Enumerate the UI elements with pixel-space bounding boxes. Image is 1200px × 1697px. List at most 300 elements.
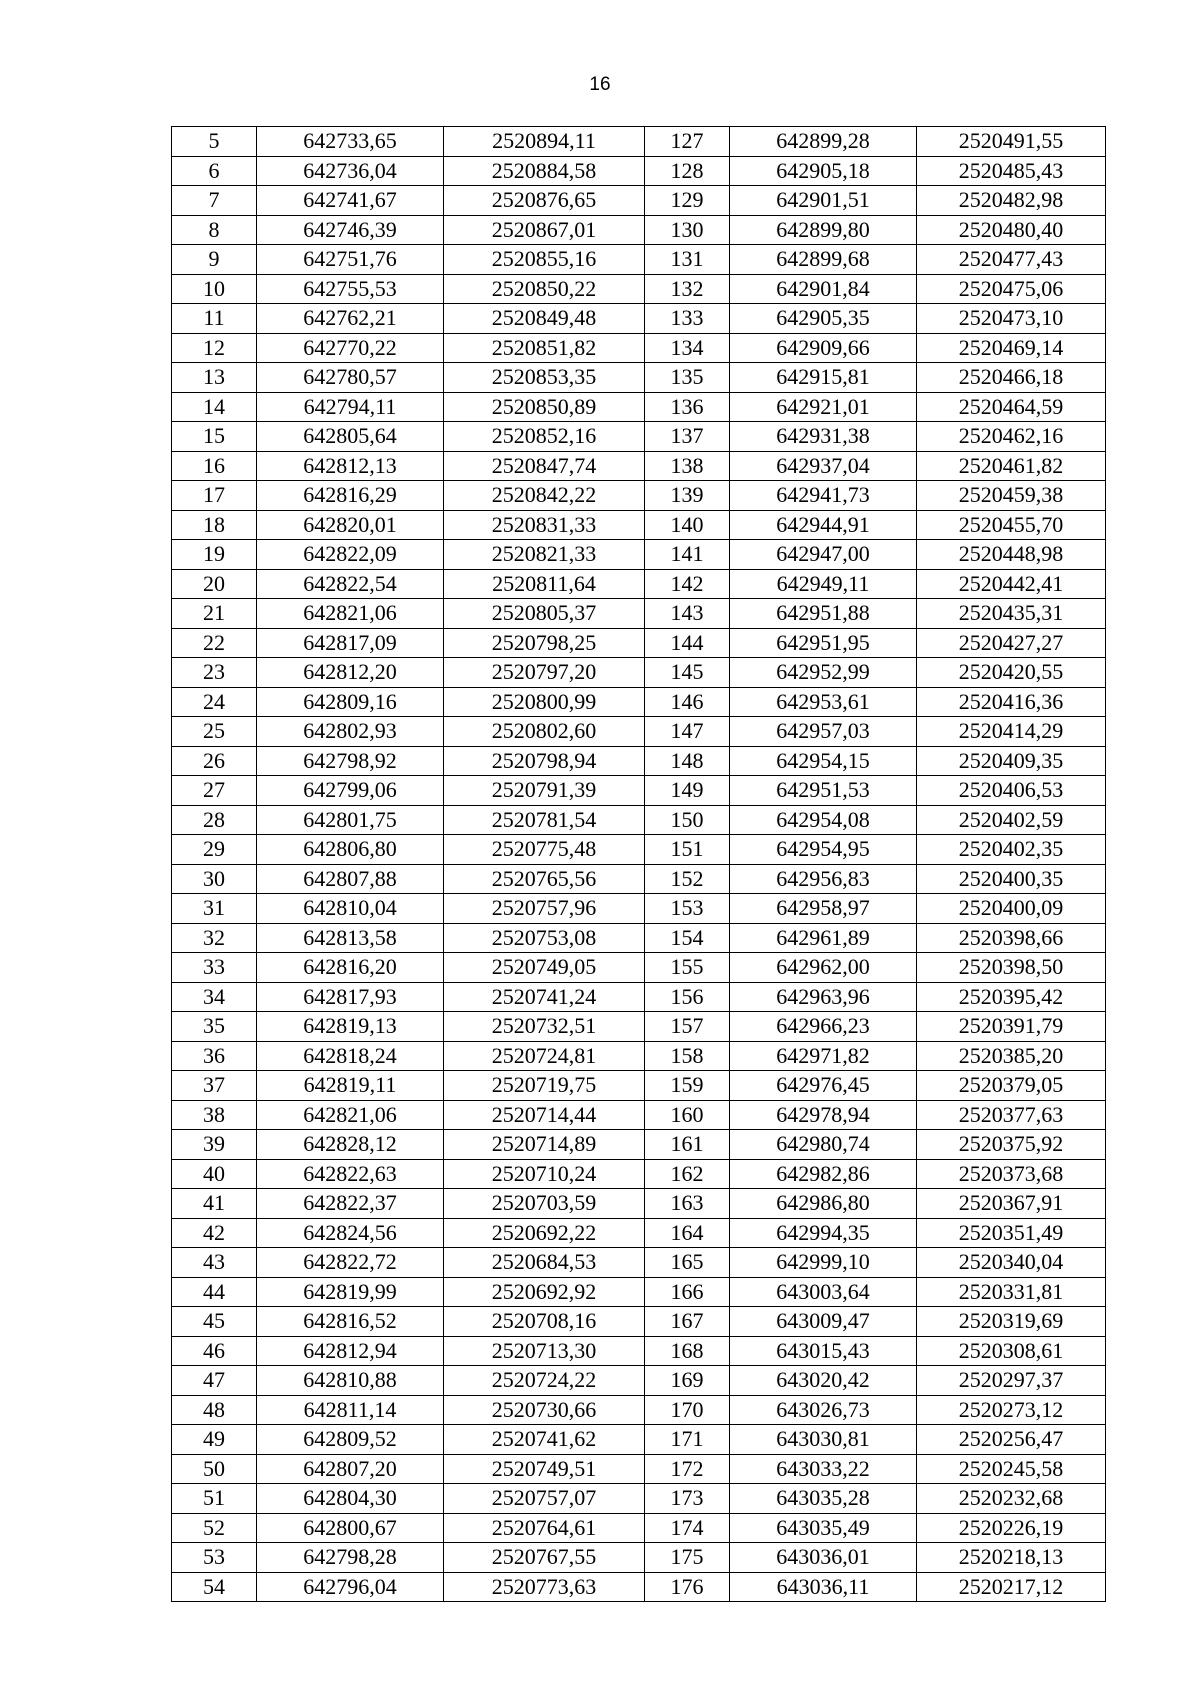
table-row — [172, 1218, 1106, 1248]
point-number-cell: 158 — [645, 1041, 730, 1071]
x-coordinate-cell: 642947,00 — [730, 540, 917, 570]
y-coordinate-cell: 2520741,62 — [444, 1425, 645, 1455]
y-coordinate-cell: 2520805,37 — [444, 599, 645, 629]
table-row — [172, 776, 1106, 806]
x-coordinate-cell: 642812,20 — [257, 658, 444, 688]
point-number-cell: 152 — [645, 864, 730, 894]
point-number-cell: 162 — [645, 1159, 730, 1189]
point-number-cell: 150 — [645, 805, 730, 835]
table-row — [172, 894, 1106, 924]
y-coordinate-cell: 2520692,92 — [444, 1277, 645, 1307]
point-number-cell: 14 — [172, 392, 257, 422]
table-row — [172, 687, 1106, 717]
table-row — [172, 274, 1106, 304]
point-number-cell: 40 — [172, 1159, 257, 1189]
x-coordinate-cell: 642905,35 — [730, 304, 917, 334]
point-number-cell: 28 — [172, 805, 257, 835]
table-row — [172, 1425, 1106, 1455]
y-coordinate-cell: 2520331,81 — [917, 1277, 1106, 1307]
point-number-cell: 15 — [172, 422, 257, 452]
y-coordinate-cell: 2520757,96 — [444, 894, 645, 924]
y-coordinate-cell: 2520791,39 — [444, 776, 645, 806]
x-coordinate-cell: 642810,88 — [257, 1366, 444, 1396]
point-number-cell: 31 — [172, 894, 257, 924]
table-row — [172, 923, 1106, 953]
point-number-cell: 20 — [172, 569, 257, 599]
table-row — [172, 746, 1106, 776]
x-coordinate-cell: 642951,53 — [730, 776, 917, 806]
point-number-cell: 41 — [172, 1189, 257, 1219]
point-number-cell: 139 — [645, 481, 730, 511]
point-number-cell: 154 — [645, 923, 730, 953]
x-coordinate-cell: 642949,11 — [730, 569, 917, 599]
point-number-cell: 25 — [172, 717, 257, 747]
point-number-cell: 10 — [172, 274, 257, 304]
point-number-cell: 170 — [645, 1395, 730, 1425]
x-coordinate-cell: 643036,11 — [730, 1572, 917, 1602]
x-coordinate-cell: 642807,88 — [257, 864, 444, 894]
y-coordinate-cell: 2520375,92 — [917, 1130, 1106, 1160]
y-coordinate-cell: 2520719,75 — [444, 1071, 645, 1101]
point-number-cell: 146 — [645, 687, 730, 717]
x-coordinate-cell: 643036,01 — [730, 1543, 917, 1573]
table-row — [172, 599, 1106, 629]
y-coordinate-cell: 2520781,54 — [444, 805, 645, 835]
x-coordinate-cell: 642800,67 — [257, 1513, 444, 1543]
point-number-cell: 39 — [172, 1130, 257, 1160]
table-row — [172, 1071, 1106, 1101]
y-coordinate-cell: 2520377,63 — [917, 1100, 1106, 1130]
point-number-cell: 157 — [645, 1012, 730, 1042]
point-number-cell: 155 — [645, 953, 730, 983]
table-row — [172, 1336, 1106, 1366]
point-number-cell: 127 — [645, 127, 730, 157]
point-number-cell: 49 — [172, 1425, 257, 1455]
point-number-cell: 128 — [645, 156, 730, 186]
table-row — [172, 982, 1106, 1012]
table-row — [172, 1366, 1106, 1396]
point-number-cell: 6 — [172, 156, 257, 186]
table-row — [172, 481, 1106, 511]
table-row — [172, 628, 1106, 658]
table-row — [172, 805, 1106, 835]
table-row — [172, 1100, 1106, 1130]
x-coordinate-cell: 642770,22 — [257, 333, 444, 363]
y-coordinate-cell: 2520851,82 — [444, 333, 645, 363]
x-coordinate-cell: 642899,68 — [730, 245, 917, 275]
x-coordinate-cell: 642966,23 — [730, 1012, 917, 1042]
y-coordinate-cell: 2520414,29 — [917, 717, 1106, 747]
x-coordinate-cell: 643035,28 — [730, 1484, 917, 1514]
x-coordinate-cell: 642962,00 — [730, 953, 917, 983]
table-row — [172, 451, 1106, 481]
x-coordinate-cell: 642816,20 — [257, 953, 444, 983]
x-coordinate-cell: 642931,38 — [730, 422, 917, 452]
point-number-cell: 168 — [645, 1336, 730, 1366]
x-coordinate-cell: 642816,29 — [257, 481, 444, 511]
coordinates-table — [171, 126, 1106, 1602]
x-coordinate-cell: 642819,99 — [257, 1277, 444, 1307]
y-coordinate-cell: 2520798,25 — [444, 628, 645, 658]
x-coordinate-cell: 642820,01 — [257, 510, 444, 540]
y-coordinate-cell: 2520749,05 — [444, 953, 645, 983]
point-number-cell: 22 — [172, 628, 257, 658]
point-number-cell: 53 — [172, 1543, 257, 1573]
x-coordinate-cell: 642951,95 — [730, 628, 917, 658]
point-number-cell: 132 — [645, 274, 730, 304]
point-number-cell: 148 — [645, 746, 730, 776]
point-number-cell: 153 — [645, 894, 730, 924]
y-coordinate-cell: 2520884,58 — [444, 156, 645, 186]
y-coordinate-cell: 2520710,24 — [444, 1159, 645, 1189]
table-row — [172, 1248, 1106, 1278]
table-row — [172, 1484, 1106, 1514]
y-coordinate-cell: 2520732,51 — [444, 1012, 645, 1042]
y-coordinate-cell: 2520373,68 — [917, 1159, 1106, 1189]
page-number: 16 — [589, 74, 611, 95]
x-coordinate-cell: 642953,61 — [730, 687, 917, 717]
x-coordinate-cell: 643026,73 — [730, 1395, 917, 1425]
x-coordinate-cell: 642986,80 — [730, 1189, 917, 1219]
x-coordinate-cell: 642921,01 — [730, 392, 917, 422]
y-coordinate-cell: 2520894,11 — [444, 127, 645, 157]
point-number-cell: 175 — [645, 1543, 730, 1573]
y-coordinate-cell: 2520308,61 — [917, 1336, 1106, 1366]
point-number-cell: 43 — [172, 1248, 257, 1278]
y-coordinate-cell: 2520245,58 — [917, 1454, 1106, 1484]
x-coordinate-cell: 642809,52 — [257, 1425, 444, 1455]
x-coordinate-cell: 642741,67 — [257, 186, 444, 216]
y-coordinate-cell: 2520455,70 — [917, 510, 1106, 540]
y-coordinate-cell: 2520427,27 — [917, 628, 1106, 658]
table-row — [172, 422, 1106, 452]
x-coordinate-cell: 642963,96 — [730, 982, 917, 1012]
table-row — [172, 127, 1106, 157]
x-coordinate-cell: 642822,09 — [257, 540, 444, 570]
point-number-cell: 163 — [645, 1189, 730, 1219]
point-number-cell: 29 — [172, 835, 257, 865]
x-coordinate-cell: 642901,51 — [730, 186, 917, 216]
x-coordinate-cell: 643003,64 — [730, 1277, 917, 1307]
y-coordinate-cell: 2520764,61 — [444, 1513, 645, 1543]
point-number-cell: 165 — [645, 1248, 730, 1278]
table-row — [172, 569, 1106, 599]
point-number-cell: 11 — [172, 304, 257, 334]
y-coordinate-cell: 2520435,31 — [917, 599, 1106, 629]
y-coordinate-cell: 2520400,09 — [917, 894, 1106, 924]
point-number-cell: 130 — [645, 215, 730, 245]
x-coordinate-cell: 642961,89 — [730, 923, 917, 953]
x-coordinate-cell: 642971,82 — [730, 1041, 917, 1071]
y-coordinate-cell: 2520800,99 — [444, 687, 645, 717]
y-coordinate-cell: 2520367,91 — [917, 1189, 1106, 1219]
x-coordinate-cell: 642899,80 — [730, 215, 917, 245]
x-coordinate-cell: 642819,13 — [257, 1012, 444, 1042]
point-number-cell: 44 — [172, 1277, 257, 1307]
y-coordinate-cell: 2520730,66 — [444, 1395, 645, 1425]
x-coordinate-cell: 642954,15 — [730, 746, 917, 776]
point-number-cell: 48 — [172, 1395, 257, 1425]
y-coordinate-cell: 2520398,66 — [917, 923, 1106, 953]
y-coordinate-cell: 2520391,79 — [917, 1012, 1106, 1042]
point-number-cell: 7 — [172, 186, 257, 216]
point-number-cell: 142 — [645, 569, 730, 599]
x-coordinate-cell: 642798,28 — [257, 1543, 444, 1573]
point-number-cell: 19 — [172, 540, 257, 570]
point-number-cell: 136 — [645, 392, 730, 422]
point-number-cell: 5 — [172, 127, 257, 157]
x-coordinate-cell: 642805,64 — [257, 422, 444, 452]
point-number-cell: 141 — [645, 540, 730, 570]
x-coordinate-cell: 642813,58 — [257, 923, 444, 953]
y-coordinate-cell: 2520842,22 — [444, 481, 645, 511]
y-coordinate-cell: 2520319,69 — [917, 1307, 1106, 1337]
point-number-cell: 54 — [172, 1572, 257, 1602]
table-row — [172, 1572, 1106, 1602]
x-coordinate-cell: 642818,24 — [257, 1041, 444, 1071]
y-coordinate-cell: 2520757,07 — [444, 1484, 645, 1514]
y-coordinate-cell: 2520226,19 — [917, 1513, 1106, 1543]
point-number-cell: 17 — [172, 481, 257, 511]
y-coordinate-cell: 2520692,22 — [444, 1218, 645, 1248]
table-row — [172, 1159, 1106, 1189]
x-coordinate-cell: 643009,47 — [730, 1307, 917, 1337]
point-number-cell: 164 — [645, 1218, 730, 1248]
y-coordinate-cell: 2520708,16 — [444, 1307, 645, 1337]
y-coordinate-cell: 2520402,35 — [917, 835, 1106, 865]
x-coordinate-cell: 642821,06 — [257, 1100, 444, 1130]
point-number-cell: 50 — [172, 1454, 257, 1484]
table-row — [172, 392, 1106, 422]
point-number-cell: 135 — [645, 363, 730, 393]
point-number-cell: 36 — [172, 1041, 257, 1071]
y-coordinate-cell: 2520773,63 — [444, 1572, 645, 1602]
x-coordinate-cell: 642957,03 — [730, 717, 917, 747]
point-number-cell: 169 — [645, 1366, 730, 1396]
x-coordinate-cell: 642762,21 — [257, 304, 444, 334]
y-coordinate-cell: 2520876,65 — [444, 186, 645, 216]
x-coordinate-cell: 642816,52 — [257, 1307, 444, 1337]
point-number-cell: 18 — [172, 510, 257, 540]
point-number-cell: 26 — [172, 746, 257, 776]
x-coordinate-cell: 642954,08 — [730, 805, 917, 835]
y-coordinate-cell: 2520232,68 — [917, 1484, 1106, 1514]
point-number-cell: 138 — [645, 451, 730, 481]
point-number-cell: 159 — [645, 1071, 730, 1101]
point-number-cell: 47 — [172, 1366, 257, 1396]
y-coordinate-cell: 2520406,53 — [917, 776, 1106, 806]
point-number-cell: 140 — [645, 510, 730, 540]
x-coordinate-cell: 642824,56 — [257, 1218, 444, 1248]
table-row — [172, 1454, 1106, 1484]
x-coordinate-cell: 642821,06 — [257, 599, 444, 629]
x-coordinate-cell: 642982,86 — [730, 1159, 917, 1189]
x-coordinate-cell: 642901,84 — [730, 274, 917, 304]
x-coordinate-cell: 642978,94 — [730, 1100, 917, 1130]
point-number-cell: 32 — [172, 923, 257, 953]
x-coordinate-cell: 642755,53 — [257, 274, 444, 304]
y-coordinate-cell: 2520398,50 — [917, 953, 1106, 983]
y-coordinate-cell: 2520749,51 — [444, 1454, 645, 1484]
y-coordinate-cell: 2520459,38 — [917, 481, 1106, 511]
y-coordinate-cell: 2520395,42 — [917, 982, 1106, 1012]
y-coordinate-cell: 2520724,22 — [444, 1366, 645, 1396]
table-row — [172, 333, 1106, 363]
x-coordinate-cell: 642980,74 — [730, 1130, 917, 1160]
table-row — [172, 540, 1106, 570]
x-coordinate-cell: 642952,99 — [730, 658, 917, 688]
y-coordinate-cell: 2520217,12 — [917, 1572, 1106, 1602]
x-coordinate-cell: 642905,18 — [730, 156, 917, 186]
y-coordinate-cell: 2520684,53 — [444, 1248, 645, 1278]
x-coordinate-cell: 642822,63 — [257, 1159, 444, 1189]
table-row — [172, 215, 1106, 245]
y-coordinate-cell: 2520713,30 — [444, 1336, 645, 1366]
point-number-cell: 24 — [172, 687, 257, 717]
y-coordinate-cell: 2520847,74 — [444, 451, 645, 481]
y-coordinate-cell: 2520477,43 — [917, 245, 1106, 275]
y-coordinate-cell: 2520273,12 — [917, 1395, 1106, 1425]
point-number-cell: 38 — [172, 1100, 257, 1130]
point-number-cell: 45 — [172, 1307, 257, 1337]
table-row — [172, 1277, 1106, 1307]
x-coordinate-cell: 642799,06 — [257, 776, 444, 806]
x-coordinate-cell: 642822,37 — [257, 1189, 444, 1219]
point-number-cell: 151 — [645, 835, 730, 865]
point-number-cell: 12 — [172, 333, 257, 363]
y-coordinate-cell: 2520855,16 — [444, 245, 645, 275]
point-number-cell: 149 — [645, 776, 730, 806]
y-coordinate-cell: 2520400,35 — [917, 864, 1106, 894]
point-number-cell: 27 — [172, 776, 257, 806]
y-coordinate-cell: 2520703,59 — [444, 1189, 645, 1219]
point-number-cell: 46 — [172, 1336, 257, 1366]
x-coordinate-cell: 642994,35 — [730, 1218, 917, 1248]
x-coordinate-cell: 642812,94 — [257, 1336, 444, 1366]
y-coordinate-cell: 2520485,43 — [917, 156, 1106, 186]
x-coordinate-cell: 642809,16 — [257, 687, 444, 717]
y-coordinate-cell: 2520767,55 — [444, 1543, 645, 1573]
point-number-cell: 145 — [645, 658, 730, 688]
y-coordinate-cell: 2520850,89 — [444, 392, 645, 422]
y-coordinate-cell: 2520218,13 — [917, 1543, 1106, 1573]
table-row — [172, 1543, 1106, 1573]
point-number-cell: 171 — [645, 1425, 730, 1455]
y-coordinate-cell: 2520724,81 — [444, 1041, 645, 1071]
point-number-cell: 16 — [172, 451, 257, 481]
table-row — [172, 835, 1106, 865]
point-number-cell: 174 — [645, 1513, 730, 1543]
x-coordinate-cell: 642751,76 — [257, 245, 444, 275]
y-coordinate-cell: 2520831,33 — [444, 510, 645, 540]
point-number-cell: 37 — [172, 1071, 257, 1101]
table-row — [172, 1307, 1106, 1337]
point-number-cell: 21 — [172, 599, 257, 629]
x-coordinate-cell: 642937,04 — [730, 451, 917, 481]
y-coordinate-cell: 2520853,35 — [444, 363, 645, 393]
y-coordinate-cell: 2520714,44 — [444, 1100, 645, 1130]
point-number-cell: 172 — [645, 1454, 730, 1484]
y-coordinate-cell: 2520775,48 — [444, 835, 645, 865]
table-row — [172, 658, 1106, 688]
x-coordinate-cell: 642804,30 — [257, 1484, 444, 1514]
x-coordinate-cell: 642999,10 — [730, 1248, 917, 1278]
y-coordinate-cell: 2520351,49 — [917, 1218, 1106, 1248]
x-coordinate-cell: 643020,42 — [730, 1366, 917, 1396]
x-coordinate-cell: 642801,75 — [257, 805, 444, 835]
y-coordinate-cell: 2520480,40 — [917, 215, 1106, 245]
point-number-cell: 34 — [172, 982, 257, 1012]
point-number-cell: 51 — [172, 1484, 257, 1514]
y-coordinate-cell: 2520867,01 — [444, 215, 645, 245]
y-coordinate-cell: 2520379,05 — [917, 1071, 1106, 1101]
x-coordinate-cell: 642802,93 — [257, 717, 444, 747]
x-coordinate-cell: 642822,72 — [257, 1248, 444, 1278]
point-number-cell: 143 — [645, 599, 730, 629]
x-coordinate-cell: 642811,14 — [257, 1395, 444, 1425]
x-coordinate-cell: 642796,04 — [257, 1572, 444, 1602]
table-body — [172, 127, 1106, 1602]
y-coordinate-cell: 2520475,06 — [917, 274, 1106, 304]
point-number-cell: 173 — [645, 1484, 730, 1514]
y-coordinate-cell: 2520297,37 — [917, 1366, 1106, 1396]
x-coordinate-cell: 642954,95 — [730, 835, 917, 865]
y-coordinate-cell: 2520849,48 — [444, 304, 645, 334]
x-coordinate-cell: 642794,11 — [257, 392, 444, 422]
point-number-cell: 9 — [172, 245, 257, 275]
y-coordinate-cell: 2520741,24 — [444, 982, 645, 1012]
x-coordinate-cell: 642956,83 — [730, 864, 917, 894]
x-coordinate-cell: 642798,92 — [257, 746, 444, 776]
point-number-cell: 144 — [645, 628, 730, 658]
x-coordinate-cell: 643033,22 — [730, 1454, 917, 1484]
x-coordinate-cell: 642746,39 — [257, 215, 444, 245]
x-coordinate-cell: 642812,13 — [257, 451, 444, 481]
table-row — [172, 156, 1106, 186]
point-number-cell: 8 — [172, 215, 257, 245]
y-coordinate-cell: 2520256,47 — [917, 1425, 1106, 1455]
y-coordinate-cell: 2520461,82 — [917, 451, 1106, 481]
point-number-cell: 131 — [645, 245, 730, 275]
point-number-cell: 147 — [645, 717, 730, 747]
point-number-cell: 30 — [172, 864, 257, 894]
y-coordinate-cell: 2520714,89 — [444, 1130, 645, 1160]
y-coordinate-cell: 2520850,22 — [444, 274, 645, 304]
x-coordinate-cell: 642736,04 — [257, 156, 444, 186]
x-coordinate-cell: 642951,88 — [730, 599, 917, 629]
x-coordinate-cell: 642899,28 — [730, 127, 917, 157]
table-row — [172, 717, 1106, 747]
point-number-cell: 160 — [645, 1100, 730, 1130]
table-row — [172, 304, 1106, 334]
table-row — [172, 1130, 1106, 1160]
x-coordinate-cell: 642941,73 — [730, 481, 917, 511]
table-row — [172, 1513, 1106, 1543]
x-coordinate-cell: 642817,09 — [257, 628, 444, 658]
point-number-cell: 134 — [645, 333, 730, 363]
table-row — [172, 245, 1106, 275]
y-coordinate-cell: 2520416,36 — [917, 687, 1106, 717]
y-coordinate-cell: 2520852,16 — [444, 422, 645, 452]
point-number-cell: 129 — [645, 186, 730, 216]
point-number-cell: 166 — [645, 1277, 730, 1307]
y-coordinate-cell: 2520462,16 — [917, 422, 1106, 452]
x-coordinate-cell: 642817,93 — [257, 982, 444, 1012]
y-coordinate-cell: 2520448,98 — [917, 540, 1106, 570]
y-coordinate-cell: 2520753,08 — [444, 923, 645, 953]
x-coordinate-cell: 642806,80 — [257, 835, 444, 865]
table-row — [172, 363, 1106, 393]
